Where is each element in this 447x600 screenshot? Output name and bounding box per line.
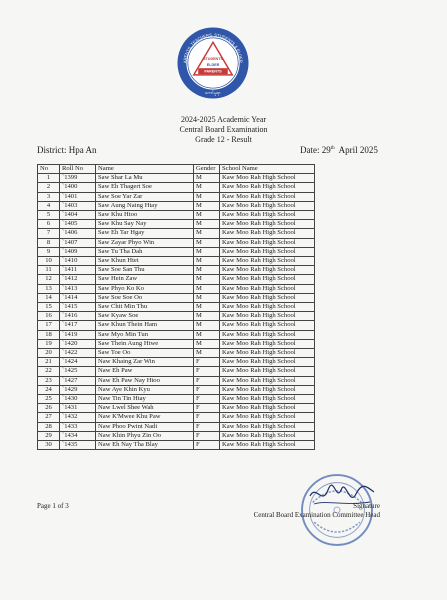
table-row [38,358,315,367]
row-school: Kaw Moo Rah High School [220,385,315,394]
row-name: Naw Eh Nay Tha Blay [96,441,194,450]
row-gender: F [194,376,220,385]
table-row [38,422,315,431]
header-name: Name [96,165,194,174]
row-roll-no: `1432 [60,413,96,422]
row-name: Saw Kyaw Soe [96,312,194,321]
row-school: Kaw Moo Rah High School [220,321,315,330]
row-school: Kaw Moo Rah High School [220,303,315,312]
logo-word-1: STUDENTS [203,57,223,62]
row-no: 10 [38,257,60,266]
row-name: Naw Phoo Pwint Nadi [96,422,194,431]
row-roll-no: `1410 [60,257,96,266]
row-school: Kaw Moo Rah High School [220,312,315,321]
row-gender: M [194,183,220,192]
row-school: Kaw Moo Rah High School [220,376,315,385]
results-table [37,164,315,450]
table-row [38,284,315,293]
row-roll-no: `1430 [60,395,96,404]
logo-word-2: ELDER [206,62,220,67]
row-name: Saw Zayar Phyo Win [96,238,194,247]
row-roll-no: `1425 [60,367,96,376]
row-gender: M [194,349,220,358]
table-row [38,247,315,256]
exam-heading: Central Board Examination [179,125,268,134]
row-school: Kaw Moo Rah High School [220,431,315,440]
table-row [38,312,315,321]
row-no: 6 [38,220,60,229]
row-school: Kaw Moo Rah High School [220,220,315,229]
logo-arc-text: ARENTS, TEACHERS, STUDENTS & ELDER [182,32,244,64]
row-gender: M [194,303,220,312]
date-label: Date: 29th April 2025 [300,145,378,155]
row-school: Kaw Moo Rah High School [220,183,315,192]
row-roll-no: `1401 [60,192,96,201]
row-no: 19 [38,339,60,348]
row-no: 2 [38,183,60,192]
table-row [38,441,315,450]
row-name: Naw Khaing Zar Win [96,358,194,367]
row-no: 17 [38,321,60,330]
row-school: Kaw Moo Rah High School [220,284,315,293]
row-name: Saw Khu Say Nay [96,220,194,229]
row-roll-no: `1434 [60,431,96,440]
row-school: Kaw Moo Rah High School [220,339,315,348]
row-no: 23 [38,376,60,385]
row-roll-no: `1409 [60,247,96,256]
row-gender: M [194,201,220,210]
table-row [38,293,315,302]
row-gender: M [194,321,220,330]
row-gender: F [194,395,220,404]
row-name: Saw Phyo Ko Ko [96,284,194,293]
header-no: No [38,165,60,174]
row-name: Naw Khin Phyu Zin Oo [96,431,194,440]
header-gender: Gender [194,165,220,174]
row-roll-no: `1400 [60,183,96,192]
row-school: Kaw Moo Rah High School [220,247,315,256]
row-gender: F [194,358,220,367]
table-row [38,211,315,220]
header-roll-no: Roll No [60,165,96,174]
row-no: 15 [38,303,60,312]
row-school: Kaw Moo Rah High School [220,238,315,247]
row-name: Saw Eh Tar Hgay [96,229,194,238]
row-no: 20 [38,349,60,358]
row-no: 9 [38,247,60,256]
row-roll-no: `1411 [60,266,96,275]
row-name: Naw Lwel Shee Wah [96,404,194,413]
row-school: Kaw Moo Rah High School [220,349,315,358]
table-row [38,266,315,275]
row-gender: F [194,404,220,413]
row-gender: M [194,284,220,293]
row-no: 16 [38,312,60,321]
row-name: Saw Toe Oo [96,349,194,358]
row-name: Naw Tin Tin Htay [96,395,194,404]
row-gender: F [194,422,220,431]
row-school: Kaw Moo Rah High School [220,211,315,220]
row-no: 18 [38,330,60,339]
row-no: 27 [38,413,60,422]
table-row [38,303,315,312]
row-gender: F [194,441,220,450]
table-row [38,238,315,247]
row-roll-no: `1403 [60,201,96,210]
grade-result-heading: Grade 12 - Result [195,135,252,144]
row-roll-no: `1422 [60,349,96,358]
row-no: 3 [38,192,60,201]
row-no: 1 [38,174,60,183]
table-header-row [38,165,315,174]
row-gender: M [194,293,220,302]
row-gender: M [194,312,220,321]
row-no: 12 [38,275,60,284]
row-name: Saw Khun Htet [96,257,194,266]
row-name: Saw Khu Htoo [96,211,194,220]
table-row [38,321,315,330]
row-school: Kaw Moo Rah High School [220,192,315,201]
row-no: 24 [38,385,60,394]
row-gender: M [194,330,220,339]
row-roll-no: `1429 [60,385,96,394]
row-no: 5 [38,211,60,220]
row-school: Kaw Moo Rah High School [220,275,315,284]
row-name: Saw Khun Thein Ham [96,321,194,330]
row-gender: F [194,385,220,394]
signature-block [240,502,380,520]
row-roll-no: `1406 [60,229,96,238]
row-name: Saw Hein Zaw [96,275,194,284]
row-gender: M [194,275,220,284]
table-row [38,413,315,422]
row-gender: M [194,266,220,275]
row-gender: M [194,229,220,238]
row-no: 7 [38,229,60,238]
row-roll-no: `1417 [60,321,96,330]
row-school: Kaw Moo Rah High School [220,257,315,266]
school-association-logo [176,26,250,100]
table-row [38,385,315,394]
row-school: Kaw Moo Rah High School [220,330,315,339]
row-no: 29 [38,431,60,440]
signature-label: Signature [353,502,380,510]
row-school: Kaw Moo Rah High School [220,266,315,275]
row-roll-no: `1404 [60,211,96,220]
district-label: District: Hpa An [37,145,97,155]
page-number: Page 1 of 3 [37,502,69,510]
row-school: Kaw Moo Rah High School [220,293,315,302]
row-roll-no: `1405 [60,220,96,229]
row-name: Saw Eh Thagert Soe [96,183,194,192]
row-roll-no: `1420 [60,339,96,348]
row-school: Kaw Moo Rah High School [220,229,315,238]
signature-title: Central Board Examination Committee Head [253,511,380,519]
table-row [38,275,315,284]
logo-word-3: PARENTS [204,69,222,74]
table-row [38,174,315,183]
row-no: 26 [38,404,60,413]
row-no: 22 [38,367,60,376]
row-school: Kaw Moo Rah High School [220,174,315,183]
row-school: Kaw Moo Rah High School [220,404,315,413]
row-gender: M [194,238,220,247]
table-row [38,395,315,404]
row-roll-no: `1435 [60,441,96,450]
row-roll-no: `1414 [60,293,96,302]
row-roll-no: `1416 [60,312,96,321]
logo-bottom-text: ကော်မူရာ [205,91,221,97]
row-name: Saw Myo Min Tun [96,330,194,339]
table-row [38,404,315,413]
row-gender: M [194,339,220,348]
row-roll-no: `1399 [60,174,96,183]
row-gender: F [194,413,220,422]
row-name: Saw Aung Naing Htay [96,201,194,210]
row-roll-no: `1424 [60,358,96,367]
row-name: Saw Soe Yar Zar [96,192,194,201]
row-name: Naw Eh Paw [96,367,194,376]
row-roll-no: `1433 [60,422,96,431]
row-no: 4 [38,201,60,210]
row-school: Kaw Moo Rah High School [220,413,315,422]
row-roll-no: `1413 [60,284,96,293]
row-name: Saw Chit Min Thu [96,303,194,312]
table-row [38,257,315,266]
row-name: Saw Thein Aung Htwe [96,339,194,348]
table-row [38,201,315,210]
row-gender: M [194,257,220,266]
table-row [38,220,315,229]
row-no: 21 [38,358,60,367]
row-roll-no: `1415 [60,303,96,312]
row-no: 11 [38,266,60,275]
row-no: 13 [38,284,60,293]
row-roll-no: `1427 [60,376,96,385]
row-name: Saw Soe Soe Oo [96,293,194,302]
row-no: 28 [38,422,60,431]
row-gender: F [194,431,220,440]
table-row [38,229,315,238]
row-name: Naw K'Mwee Khu Paw [96,413,194,422]
row-gender: M [194,192,220,201]
row-gender: F [194,367,220,376]
row-school: Kaw Moo Rah High School [220,395,315,404]
row-name: Saw Tu Tha Dah [96,247,194,256]
row-school: Kaw Moo Rah High School [220,441,315,450]
header-school-name: School Name [220,165,315,174]
row-no: 25 [38,395,60,404]
row-roll-no: `1419 [60,330,96,339]
row-gender: M [194,174,220,183]
table-row [38,330,315,339]
row-school: Kaw Moo Rah High School [220,422,315,431]
table-row [38,349,315,358]
academic-year-heading: 2024-2025 Academic Year [180,115,267,124]
row-gender: M [194,247,220,256]
row-name: Saw Soe San Thu [96,266,194,275]
row-gender: M [194,211,220,220]
table-row [38,376,315,385]
row-roll-no: `1407 [60,238,96,247]
table-row [38,431,315,440]
row-roll-no: `1431 [60,404,96,413]
row-name: Saw Shar La Mu [96,174,194,183]
row-gender: M [194,220,220,229]
row-school: Kaw Moo Rah High School [220,367,315,376]
row-name: Naw Aye Khin Kyu [96,385,194,394]
row-no: 8 [38,238,60,247]
row-no: 14 [38,293,60,302]
table-row [38,339,315,348]
row-school: Kaw Moo Rah High School [220,358,315,367]
table-row [38,367,315,376]
row-roll-no: `1412 [60,275,96,284]
table-row [38,192,315,201]
row-no: 30 [38,441,60,450]
row-name: Naw Eh Paw Nay Htoo [96,376,194,385]
row-school: Kaw Moo Rah High School [220,201,315,210]
table-row [38,183,315,192]
